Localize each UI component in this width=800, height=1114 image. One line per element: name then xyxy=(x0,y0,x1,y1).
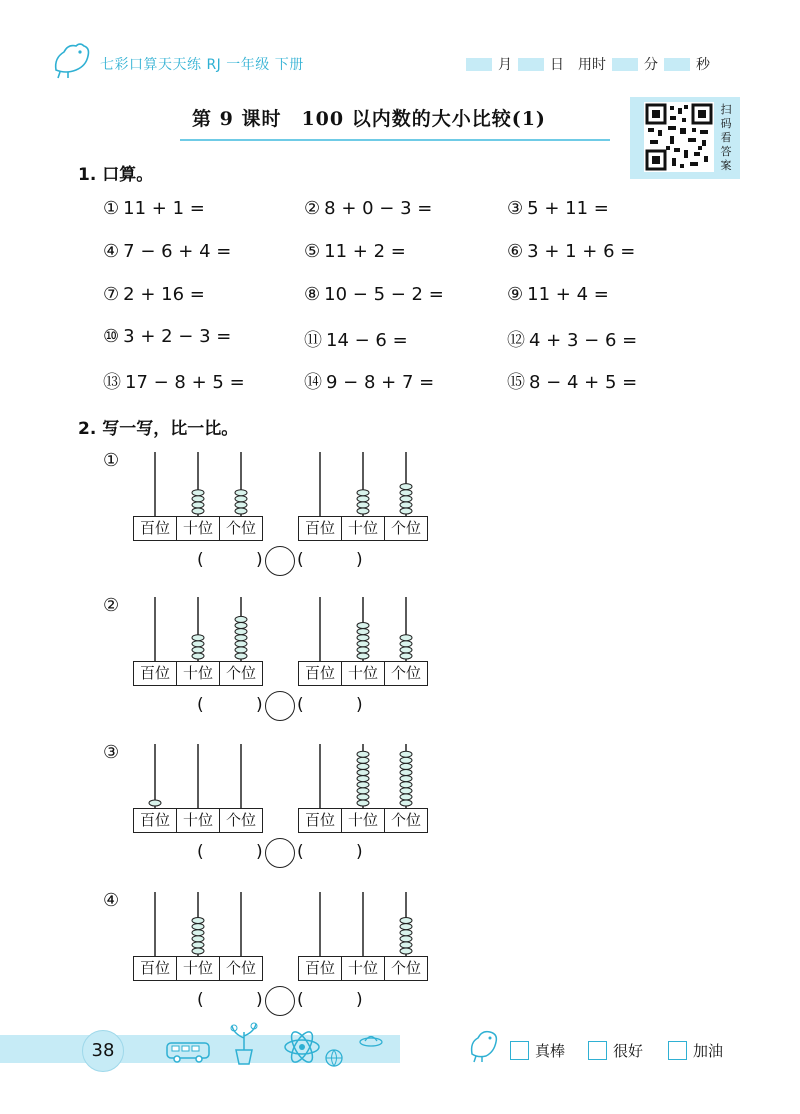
place-value-label: 个位 xyxy=(219,661,263,686)
rating-great-label: 真棒 xyxy=(535,1042,566,1060)
problem-number: ⑥ xyxy=(507,241,524,262)
abacus-bead xyxy=(400,490,412,496)
abacus-bead xyxy=(357,757,369,763)
abacus-bead xyxy=(357,629,369,635)
answer-paren-close: ) xyxy=(356,990,363,1010)
problem-expression: 10 − 5 − 2 = xyxy=(324,284,444,305)
answer-blank-right[interactable] xyxy=(310,695,352,717)
abacus-bead xyxy=(357,770,369,776)
abacus-bead xyxy=(400,635,412,641)
place-value-row-right xyxy=(298,808,428,833)
abacus-bead xyxy=(357,788,369,794)
answer-blank-right[interactable] xyxy=(310,550,352,572)
place-value-label: 百位 xyxy=(298,808,341,833)
abacus-bead xyxy=(192,924,204,930)
place-value-row-right xyxy=(298,661,428,686)
problem-number: ⑪ xyxy=(304,330,322,351)
answer-blank-right[interactable] xyxy=(310,842,352,864)
abacus-bead xyxy=(192,948,204,954)
answer-blank-left[interactable] xyxy=(210,990,252,1012)
book-brand: 七彩口算天天练 RJ 一年级 下册 xyxy=(100,57,304,73)
problem-number: ② xyxy=(304,198,321,219)
answer-paren-open: ( xyxy=(297,842,304,862)
abacus-bead xyxy=(357,782,369,788)
abacus-bead xyxy=(235,616,247,622)
problem-expression: 11 + 4 = xyxy=(527,284,609,305)
answer-paren-close: ) xyxy=(256,990,263,1010)
answer-paren-close: ) xyxy=(356,550,363,570)
abacus-bead xyxy=(400,924,412,930)
place-value-label: 百位 xyxy=(298,661,341,686)
title-underline xyxy=(180,139,610,141)
lesson-title: 第 9 课时 100 以内数的大小比较(1) xyxy=(192,108,546,130)
abacus-bead xyxy=(357,653,369,659)
answer-paren-close: ) xyxy=(356,695,363,715)
abacus-bead xyxy=(400,647,412,653)
abacus-bead xyxy=(357,490,369,496)
abacus-bead xyxy=(400,508,412,514)
math-problem xyxy=(304,241,406,262)
abacus-bead xyxy=(192,508,204,514)
abacus-bead xyxy=(235,623,247,629)
place-value-row-left xyxy=(133,661,263,686)
problem-number: ⑧ xyxy=(304,284,321,305)
problem-expression: 8 + 0 − 3 = xyxy=(324,198,433,219)
place-value-row-right xyxy=(298,956,428,981)
abacus-bead xyxy=(192,936,204,942)
math-problem xyxy=(103,198,205,219)
place-value-label: 个位 xyxy=(384,808,428,833)
answer-paren-open: ( xyxy=(297,990,304,1010)
date-fields xyxy=(460,54,710,74)
abacus-bead xyxy=(192,496,204,502)
month-blank[interactable] xyxy=(466,58,492,71)
problem-expression: 11 + 2 = xyxy=(324,241,406,262)
problem-number: ⑭ xyxy=(304,372,322,393)
place-value-row-right xyxy=(298,516,428,541)
rooster-mascot-icon xyxy=(466,1028,502,1064)
abacus-bead xyxy=(400,484,412,490)
qr-caption-char: 看 xyxy=(720,131,732,144)
abacus-rods-left xyxy=(133,742,265,808)
answer-paren-open: ( xyxy=(197,990,204,1010)
problem-number: ④ xyxy=(103,241,120,262)
problem-expression: 14 − 6 = xyxy=(326,330,408,351)
abacus-bead xyxy=(400,757,412,763)
qr-caption xyxy=(718,103,734,173)
minute-blank[interactable] xyxy=(612,58,638,71)
abacus-bead xyxy=(357,635,369,641)
compare-circle[interactable] xyxy=(265,838,295,868)
abacus-bead xyxy=(357,508,369,514)
abacus-bead xyxy=(357,751,369,757)
abacus-bead xyxy=(192,490,204,496)
math-problem xyxy=(304,284,444,305)
abacus-bead xyxy=(400,653,412,659)
abacus-bead xyxy=(400,641,412,647)
problem-number: ① xyxy=(103,198,120,219)
section-2-title: 2. 写一写，比一比。 xyxy=(78,419,239,439)
place-value-row-left xyxy=(133,516,263,541)
abacus-bead xyxy=(235,502,247,508)
abacus-rods-left xyxy=(133,595,265,661)
qr-caption-char: 案 xyxy=(720,159,732,172)
abacus-bead xyxy=(235,635,247,641)
comparison-number: ③ xyxy=(103,742,120,763)
abacus-bead xyxy=(400,770,412,776)
abacus-bead xyxy=(357,763,369,769)
problem-number: ③ xyxy=(507,198,524,219)
problem-number: ⑦ xyxy=(103,284,120,305)
math-problem xyxy=(103,284,205,305)
place-value-label: 百位 xyxy=(298,516,341,541)
abacus-bead xyxy=(400,496,412,502)
abacus-bead xyxy=(400,763,412,769)
abacus-bead xyxy=(192,647,204,653)
place-value-row-left xyxy=(133,956,263,981)
abacus-bead xyxy=(357,800,369,806)
time-label: 用时 xyxy=(578,57,606,73)
answer-paren-open: ( xyxy=(197,550,204,570)
problem-expression: 2 + 16 = xyxy=(123,284,205,305)
place-value-label: 个位 xyxy=(219,956,263,981)
second-label: 秒 xyxy=(696,57,710,73)
answer-paren-close: ) xyxy=(256,842,263,862)
place-value-label: 个位 xyxy=(384,661,428,686)
atom-icon xyxy=(282,1028,322,1066)
place-value-label: 十位 xyxy=(341,516,384,541)
place-value-label: 个位 xyxy=(219,808,263,833)
abacus-bead xyxy=(235,508,247,514)
compare-circle[interactable] xyxy=(265,986,295,1016)
answer-paren-open: ( xyxy=(297,550,304,570)
place-value-label: 个位 xyxy=(219,516,263,541)
math-problem xyxy=(304,368,434,394)
abacus-rods-right xyxy=(298,742,430,808)
abacus-bead xyxy=(357,794,369,800)
place-value-label: 十位 xyxy=(176,661,219,686)
problem-number: ⑩ xyxy=(103,326,120,347)
abacus-bead xyxy=(192,942,204,948)
second-blank[interactable] xyxy=(664,58,690,71)
math-problem xyxy=(507,241,635,262)
problem-number: ⑬ xyxy=(103,372,121,393)
abacus-bead xyxy=(357,647,369,653)
rating-keep-going-checkbox[interactable] xyxy=(668,1041,687,1060)
answer-paren-close: ) xyxy=(256,695,263,715)
answer-paren-open: ( xyxy=(197,842,204,862)
plant-pot-icon xyxy=(226,1022,262,1066)
place-value-label: 个位 xyxy=(384,516,428,541)
rating-great[interactable] xyxy=(510,1040,565,1061)
problem-number: ⑨ xyxy=(507,284,524,305)
rooster-logo-icon xyxy=(50,40,96,80)
rating-keep-going-label: 加油 xyxy=(693,1042,724,1060)
problem-number: ⑤ xyxy=(304,241,321,262)
place-value-label: 十位 xyxy=(341,808,384,833)
abacus-bead xyxy=(357,496,369,502)
problem-expression: 3 + 1 + 6 = xyxy=(527,241,636,262)
ufo-icon xyxy=(358,1032,384,1048)
comparison-number: ② xyxy=(103,595,120,616)
qr-code-icon[interactable] xyxy=(644,102,714,172)
place-value-label: 十位 xyxy=(176,956,219,981)
problem-expression: 11 + 1 = xyxy=(123,198,205,219)
abacus-rods-right xyxy=(298,595,430,661)
abacus-bead xyxy=(400,930,412,936)
abacus-bead xyxy=(357,641,369,647)
problem-expression: 17 − 8 + 5 = xyxy=(125,372,245,393)
abacus-bead xyxy=(400,942,412,948)
math-problem xyxy=(103,241,231,262)
rating-good-checkbox[interactable] xyxy=(588,1041,607,1060)
math-problem xyxy=(507,198,609,219)
place-value-label: 百位 xyxy=(133,661,176,686)
abacus-rods-left xyxy=(133,450,265,516)
rating-keep-going[interactable] xyxy=(668,1040,723,1061)
qr-caption-char: 扫 xyxy=(720,103,732,116)
place-value-label: 十位 xyxy=(176,516,219,541)
abacus-bead xyxy=(149,800,161,806)
abacus-bead xyxy=(400,936,412,942)
abacus-bead xyxy=(192,930,204,936)
place-value-label: 个位 xyxy=(384,956,428,981)
place-value-label: 百位 xyxy=(133,956,176,981)
minute-label: 分 xyxy=(644,57,658,73)
abacus-bead xyxy=(192,635,204,641)
rating-good-label: 很好 xyxy=(613,1042,644,1060)
math-problem xyxy=(507,284,609,305)
page-number: 38 xyxy=(82,1030,124,1072)
abacus-bead xyxy=(235,496,247,502)
abacus-bead xyxy=(400,918,412,924)
math-problem xyxy=(103,326,231,347)
problem-expression: 5 + 11 = xyxy=(527,198,609,219)
problem-number: ⑫ xyxy=(507,330,525,351)
abacus-bead xyxy=(400,751,412,757)
math-problem xyxy=(304,326,408,352)
rating-great-checkbox[interactable] xyxy=(510,1041,529,1060)
place-value-label: 百位 xyxy=(298,956,341,981)
month-label: 月 xyxy=(498,57,512,73)
answer-paren-open: ( xyxy=(197,695,204,715)
abacus-bead xyxy=(400,794,412,800)
abacus-bead xyxy=(400,782,412,788)
abacus-bead xyxy=(357,623,369,629)
place-value-label: 十位 xyxy=(341,956,384,981)
place-value-label: 百位 xyxy=(133,808,176,833)
abacus-bead xyxy=(192,641,204,647)
abacus-bead xyxy=(400,948,412,954)
math-problem xyxy=(507,368,637,394)
problem-expression: 4 + 3 − 6 = xyxy=(529,330,638,351)
answer-blank-left[interactable] xyxy=(210,842,252,864)
answer-blank-left[interactable] xyxy=(210,550,252,572)
rating-good[interactable] xyxy=(588,1040,643,1061)
abacus-bead xyxy=(235,653,247,659)
problem-expression: 8 − 4 + 5 = xyxy=(529,372,638,393)
answer-paren-close: ) xyxy=(256,550,263,570)
abacus-bead xyxy=(357,776,369,782)
problem-expression: 7 − 6 + 4 = xyxy=(123,241,232,262)
abacus-bead xyxy=(192,918,204,924)
place-value-row-left xyxy=(133,808,263,833)
abacus-bead xyxy=(235,629,247,635)
place-value-label: 十位 xyxy=(176,808,219,833)
compare-circle[interactable] xyxy=(265,691,295,721)
abacus-bead xyxy=(400,788,412,794)
abacus-rods-right xyxy=(298,890,430,956)
math-problem xyxy=(507,326,637,352)
problem-expression: 3 + 2 − 3 = xyxy=(123,326,232,347)
answer-blank-right[interactable] xyxy=(310,990,352,1012)
abacus-bead xyxy=(400,776,412,782)
abacus-bead xyxy=(192,653,204,659)
abacus-bead xyxy=(235,641,247,647)
answer-blank-left[interactable] xyxy=(210,695,252,717)
abacus-bead xyxy=(192,502,204,508)
comparison-number: ① xyxy=(103,450,120,471)
abacus-bead xyxy=(235,647,247,653)
math-problem xyxy=(103,368,245,394)
qr-caption-char: 码 xyxy=(720,117,732,130)
problem-expression: 9 − 8 + 7 = xyxy=(326,372,435,393)
problem-number: ⑮ xyxy=(507,372,525,393)
abacus-rods-left xyxy=(133,890,265,956)
bus-icon xyxy=(165,1040,211,1064)
place-value-label: 十位 xyxy=(341,661,384,686)
globe-icon xyxy=(324,1048,344,1068)
abacus-bead xyxy=(357,502,369,508)
abacus-rods-right xyxy=(298,450,430,516)
compare-circle[interactable] xyxy=(265,546,295,576)
section-1-title: 1. 口算。 xyxy=(78,165,154,185)
qr-caption-char: 答 xyxy=(720,145,732,158)
answer-paren-open: ( xyxy=(297,695,304,715)
comparison-number: ④ xyxy=(103,890,120,911)
day-blank[interactable] xyxy=(518,58,544,71)
day-label: 日 xyxy=(550,57,564,73)
math-problem xyxy=(304,198,432,219)
answer-paren-close: ) xyxy=(356,842,363,862)
abacus-bead xyxy=(400,502,412,508)
abacus-bead xyxy=(235,490,247,496)
place-value-label: 百位 xyxy=(133,516,176,541)
abacus-bead xyxy=(400,800,412,806)
